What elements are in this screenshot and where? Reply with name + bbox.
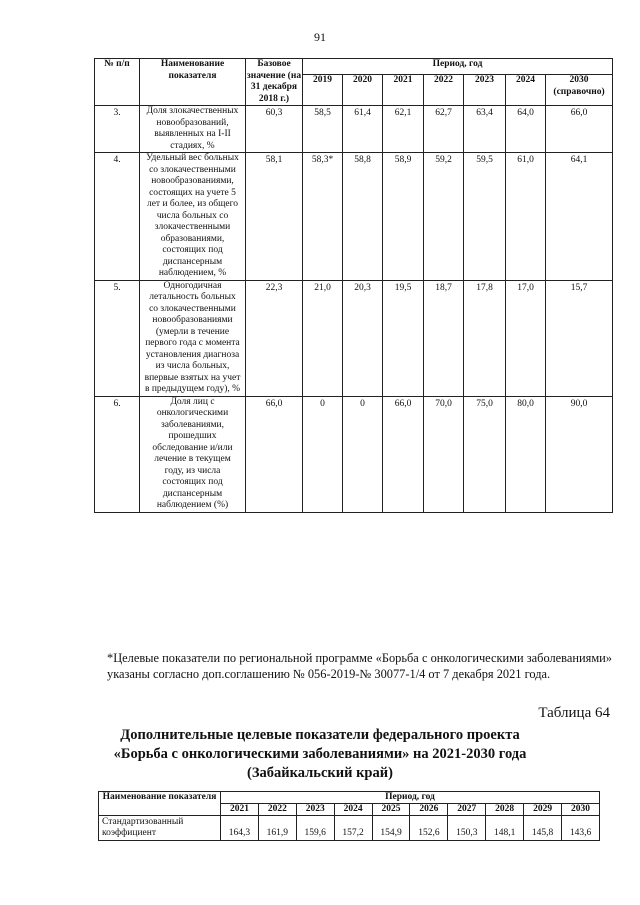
additional-indicators-table-body — [99, 816, 600, 841]
year-value: 20,3 — [343, 280, 383, 396]
t2-header-period: Период, год — [221, 792, 600, 804]
year-value: 62,7 — [424, 106, 464, 153]
row-number: 6. — [95, 396, 140, 512]
table-label: Таблица 64 — [538, 705, 610, 721]
indicator-name: Стандартизованный коэффициент — [99, 816, 221, 841]
base-value: 58,1 — [246, 153, 303, 281]
year-value: 61,0 — [506, 153, 546, 281]
year-value: 148,1 — [486, 816, 524, 841]
indicator-name: Доля лиц с онкологическими заболеваниями, прошедших обследование и/или лечение в текущем году, из числа состоящих под диспансерным наблюдением (%) — [140, 396, 246, 512]
indicators-table — [94, 58, 613, 513]
t2-header-year: 2028 — [486, 804, 524, 816]
year-value: 63,4 — [464, 106, 506, 153]
header-num: № п/п — [95, 59, 140, 106]
section-title-line-1: Дополнительные целевые показатели федерального проекта — [120, 727, 520, 743]
indicator-name: Одногодичная летальность больных со злокачественными новообразованиями (умерли в течение первого года с момента установления диагноза из числа больных, впервые взятых на учет в предыдущем году), % — [140, 280, 246, 396]
additional-indicators-table — [98, 791, 600, 841]
t2-header-year: 2023 — [296, 804, 334, 816]
t2-header-year: 2027 — [448, 804, 486, 816]
t2-header-year: 2024 — [334, 804, 372, 816]
year-value: 58,8 — [343, 153, 383, 281]
t2-header-year: 2021 — [221, 804, 259, 816]
year-value: 17,0 — [506, 280, 546, 396]
year-value: 150,3 — [448, 816, 486, 841]
year-value: 143,6 — [562, 816, 600, 841]
t2-header-year: 2026 — [410, 804, 448, 816]
year-value: 64,0 — [506, 106, 546, 153]
header-year: 2019 — [303, 75, 343, 106]
base-value: 60,3 — [246, 106, 303, 153]
year-value: 62,1 — [383, 106, 424, 153]
year-value: 17,8 — [464, 280, 506, 396]
row-number: 3. — [95, 106, 140, 153]
indicators-table-body — [95, 106, 613, 513]
row-number: 4. — [95, 153, 140, 281]
table-row — [95, 280, 613, 396]
year-value: 21,0 — [303, 280, 343, 396]
year-value: 159,6 — [296, 816, 334, 841]
section-title-line-3: (Забайкальский край) — [247, 765, 393, 781]
year-value: 18,7 — [424, 280, 464, 396]
year-value: 75,0 — [464, 396, 506, 512]
section-title-line-2: «Борьба с онкологическими заболеваниями» на 2021-2030 года — [113, 746, 527, 762]
year-value: 64,1 — [546, 153, 613, 281]
year-value: 0 — [343, 396, 383, 512]
footnote: *Целевые показатели по региональной программе «Борьба с онкологическими заболеваниями» указаны согласно доп.соглашению № 056-2019-№ 30077-1/4 от 7 декабря 2021 года. — [107, 651, 612, 681]
year-value: 164,3 — [221, 816, 259, 841]
year-value: 66,0 — [383, 396, 424, 512]
year-value: 154,9 — [372, 816, 410, 841]
header-year: 2030 (справочно) — [546, 75, 613, 106]
header-year: 2020 — [343, 75, 383, 106]
year-value: 0 — [303, 396, 343, 512]
year-value: 19,5 — [383, 280, 424, 396]
header-year: 2022 — [424, 75, 464, 106]
t2-header-name: Наименование показателя — [99, 792, 221, 816]
year-value: 58,5 — [303, 106, 343, 153]
year-value: 70,0 — [424, 396, 464, 512]
t2-header-year: 2025 — [372, 804, 410, 816]
year-value: 58,3* — [303, 153, 343, 281]
year-value: 90,0 — [546, 396, 613, 512]
t2-header-year: 2030 — [562, 804, 600, 816]
table-row — [99, 816, 600, 841]
base-value: 66,0 — [246, 396, 303, 512]
year-value: 61,4 — [343, 106, 383, 153]
year-value: 145,8 — [524, 816, 562, 841]
header-period: Период, год — [303, 59, 613, 75]
row-number: 5. — [95, 280, 140, 396]
table-row — [95, 396, 613, 512]
header-year: 2021 — [383, 75, 424, 106]
year-value: 152,6 — [410, 816, 448, 841]
year-value: 157,2 — [334, 816, 372, 841]
header-base: Базовое значение (на 31 декабря 2018 г.) — [246, 59, 302, 104]
indicator-name: Доля злокачественных новообразований, выявленных на I-II стадиях, % — [140, 106, 246, 153]
header-year: 2024 — [506, 75, 546, 106]
header-year: 2023 — [464, 75, 506, 106]
year-value: 161,9 — [258, 816, 296, 841]
t2-header-year: 2022 — [258, 804, 296, 816]
t2-header-year: 2029 — [524, 804, 562, 816]
year-value: 59,2 — [424, 153, 464, 281]
year-value: 59,5 — [464, 153, 506, 281]
year-value: 66,0 — [546, 106, 613, 153]
year-value: 58,9 — [383, 153, 424, 281]
year-value: 80,0 — [506, 396, 546, 512]
year-value: 15,7 — [546, 280, 613, 396]
page-number: 91 — [314, 30, 326, 44]
table-row — [95, 106, 613, 153]
base-value: 22,3 — [246, 280, 303, 396]
header-name: Наименование показателя — [140, 59, 246, 106]
table-row — [95, 153, 613, 281]
indicator-name: Удельный вес больных со злокачественными новообразованиями, состоящих на учете 5 лет и более, из общего числа больных со злокачественными образованиями, состоящих под диспансерным наблюдением, % — [140, 153, 246, 281]
